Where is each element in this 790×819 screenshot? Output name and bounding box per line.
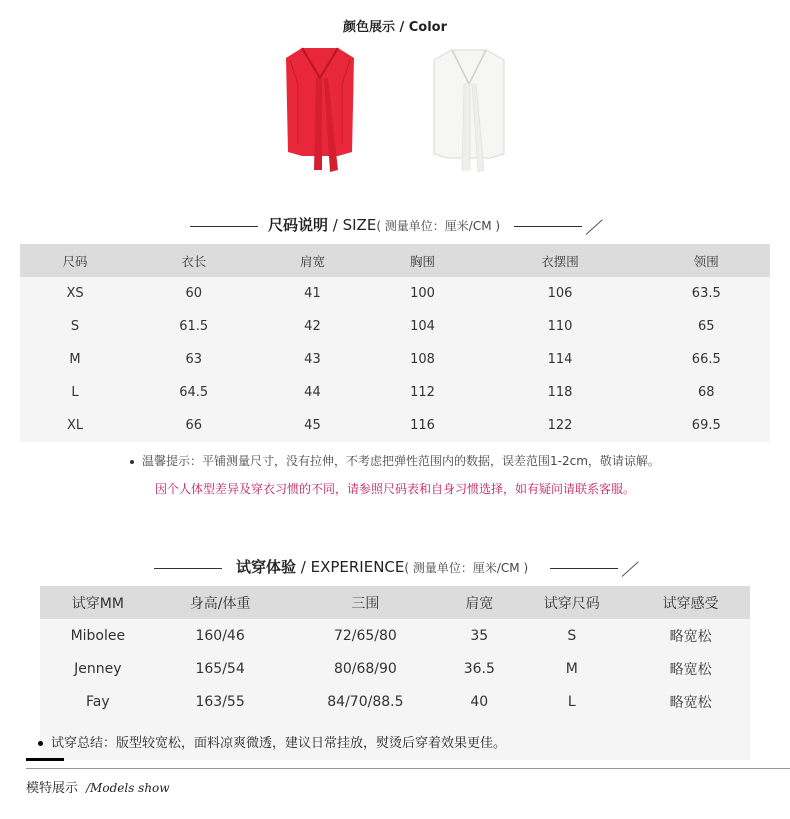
cell: 63	[130, 343, 257, 376]
cell: 63.5	[643, 277, 770, 310]
table-row	[20, 343, 770, 376]
experience-summary: 试穿总结：版型较宽松，面料凉爽微透，建议日常挂放，熨烫后穿着效果更佳。	[38, 732, 506, 751]
table-header-row	[20, 244, 770, 277]
cell: XS	[20, 277, 130, 310]
cell: 35	[446, 619, 512, 652]
cell: 160/46	[156, 619, 285, 652]
cell: 64.5	[130, 376, 257, 409]
cell: 45	[257, 409, 367, 442]
header-measurements: 三围	[285, 586, 447, 619]
cell: 36.5	[446, 652, 512, 685]
cell: 163/55	[156, 685, 285, 718]
bullet-icon	[130, 460, 134, 464]
cell: 41	[257, 277, 367, 310]
experience-section-title: 试穿体验 / EXPERIENCE( 测量单位：厘米/CM )	[236, 558, 529, 576]
cell: 112	[367, 376, 477, 409]
color-section-title: 颜色展示 / Color	[342, 20, 448, 35]
cell: 165/54	[156, 652, 285, 685]
experience-table	[40, 586, 750, 718]
cell: 104	[367, 310, 477, 343]
table-row	[20, 409, 770, 442]
header-model: 试穿MM	[40, 586, 156, 619]
table-row	[40, 652, 750, 685]
header-chest: 胸围	[367, 244, 477, 277]
cell: 略宽松	[631, 685, 750, 718]
cell: 118	[478, 376, 643, 409]
size-section-title: 尺码说明 / SIZE( 测量单位：厘米/CM )	[268, 216, 501, 234]
cell: 61.5	[130, 310, 257, 343]
cell: Fay	[40, 685, 156, 718]
cell: 60	[130, 277, 257, 310]
header-hem: 衣摆围	[478, 244, 643, 277]
header-shoulder: 肩宽	[257, 244, 367, 277]
cell: M	[20, 343, 130, 376]
table-row	[40, 685, 750, 718]
table-row	[20, 310, 770, 343]
size-warning: 因个人体型差异及穿衣习惯的不同，请参照尺码表和自身习惯选择，如有疑问请联系客服。	[154, 482, 635, 496]
cell: 66	[130, 409, 257, 442]
cell: M	[512, 652, 631, 685]
cell: 42	[257, 310, 367, 343]
bullet-icon	[38, 741, 43, 746]
models-divider	[26, 768, 790, 769]
header-fit-feel: 试穿感受	[631, 586, 750, 619]
header-size-worn: 试穿尺码	[512, 586, 631, 619]
models-section-title: 模特展示 /Models show	[26, 781, 170, 796]
experience-section-header	[0, 556, 790, 580]
cell: 100	[367, 277, 477, 310]
cell: 65	[643, 310, 770, 343]
cell: Mibolee	[40, 619, 156, 652]
cell: Jenney	[40, 652, 156, 685]
table-row	[20, 376, 770, 409]
cell: 40	[446, 685, 512, 718]
cell: S	[512, 619, 631, 652]
cell: L	[512, 685, 631, 718]
size-note: 温馨提示：平铺测量尺寸，没有拉伸，不考虑把弹性范围内的数据，误差范围1-2cm，敬请谅解。	[0, 452, 790, 469]
cell: 108	[367, 343, 477, 376]
table-row	[40, 619, 750, 652]
cell: S	[20, 310, 130, 343]
cell: 68	[643, 376, 770, 409]
cell: 80/68/90	[285, 652, 447, 685]
header-height-weight: 身高/体重	[156, 586, 285, 619]
cell: 69.5	[643, 409, 770, 442]
red-blouse-image	[280, 44, 360, 176]
cell: 84/70/88.5	[285, 685, 447, 718]
header-shoulder: 肩宽	[446, 586, 512, 619]
cell: 122	[478, 409, 643, 442]
cell: 72/65/80	[285, 619, 447, 652]
cell: 43	[257, 343, 367, 376]
cell: 116	[367, 409, 477, 442]
cell: 44	[257, 376, 367, 409]
header-size: 尺码	[20, 244, 130, 277]
size-table	[20, 244, 770, 442]
header-length: 衣长	[130, 244, 257, 277]
cell: 略宽松	[631, 619, 750, 652]
models-accent-bar	[26, 758, 64, 761]
size-section-header	[0, 214, 790, 238]
header-neck: 领围	[643, 244, 770, 277]
cell: 106	[478, 277, 643, 310]
table-row	[20, 277, 770, 310]
cell: L	[20, 376, 130, 409]
cell: 66.5	[643, 343, 770, 376]
cell: 110	[478, 310, 643, 343]
cell: 略宽松	[631, 652, 750, 685]
cell: XL	[20, 409, 130, 442]
white-blouse-image	[424, 46, 514, 176]
table-header-row	[40, 586, 750, 619]
cell: 114	[478, 343, 643, 376]
